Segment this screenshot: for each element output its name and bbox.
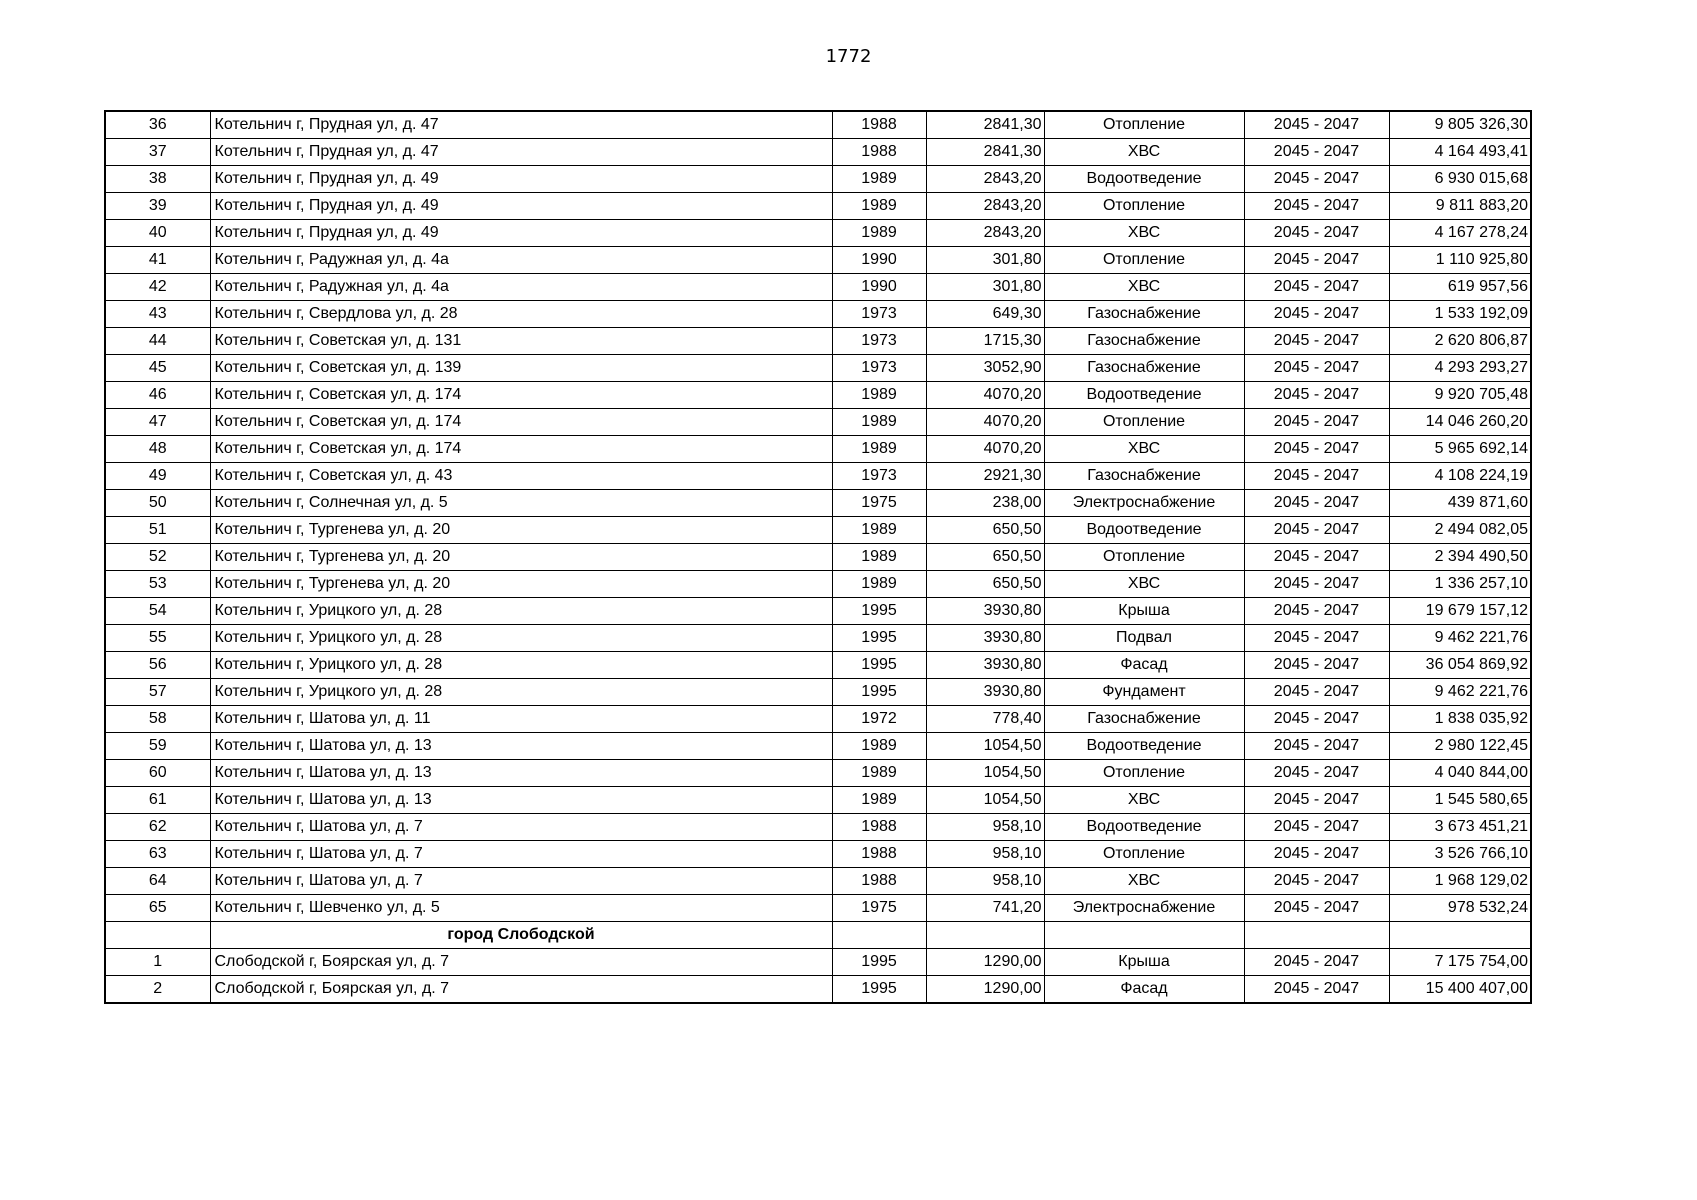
empty-cell xyxy=(926,922,1044,949)
work-type-cell: Газоснабжение xyxy=(1044,328,1244,355)
period-cell: 2045 - 2047 xyxy=(1244,760,1389,787)
row-number-cell: 38 xyxy=(105,166,210,193)
table-row xyxy=(105,544,1531,571)
table-row xyxy=(105,301,1531,328)
year-cell: 1989 xyxy=(832,544,926,571)
year-cell: 1995 xyxy=(832,625,926,652)
row-number-cell: 53 xyxy=(105,571,210,598)
cost-cell: 439 871,60 xyxy=(1389,490,1531,517)
area-cell: 741,20 xyxy=(926,895,1044,922)
year-cell: 1990 xyxy=(832,274,926,301)
period-cell: 2045 - 2047 xyxy=(1244,868,1389,895)
period-cell: 2045 - 2047 xyxy=(1244,490,1389,517)
work-type-cell: Водоотведение xyxy=(1044,814,1244,841)
row-number-cell: 60 xyxy=(105,760,210,787)
cost-cell: 2 980 122,45 xyxy=(1389,733,1531,760)
table-row xyxy=(105,814,1531,841)
row-number-cell: 51 xyxy=(105,517,210,544)
row-number-cell: 43 xyxy=(105,301,210,328)
area-cell: 301,80 xyxy=(926,274,1044,301)
year-cell: 1975 xyxy=(832,895,926,922)
period-cell: 2045 - 2047 xyxy=(1244,436,1389,463)
area-cell: 2843,20 xyxy=(926,193,1044,220)
area-cell: 2841,30 xyxy=(926,111,1044,139)
work-type-cell: Отопление xyxy=(1044,544,1244,571)
row-number-cell: 40 xyxy=(105,220,210,247)
section-title: город Слободской xyxy=(210,922,832,949)
period-cell: 2045 - 2047 xyxy=(1244,220,1389,247)
address-cell: Котельнич г, Прудная ул, д. 49 xyxy=(210,166,832,193)
cost-cell: 619 957,56 xyxy=(1389,274,1531,301)
cost-cell: 978 532,24 xyxy=(1389,895,1531,922)
address-cell: Котельнич г, Шатова ул, д. 13 xyxy=(210,787,832,814)
table-row xyxy=(105,760,1531,787)
address-cell: Котельнич г, Радужная ул, д. 4а xyxy=(210,247,832,274)
cost-cell: 19 679 157,12 xyxy=(1389,598,1531,625)
year-cell: 1990 xyxy=(832,247,926,274)
period-cell: 2045 - 2047 xyxy=(1244,193,1389,220)
work-type-cell: Водоотведение xyxy=(1044,166,1244,193)
year-cell: 1988 xyxy=(832,868,926,895)
period-cell: 2045 - 2047 xyxy=(1244,139,1389,166)
address-cell: Котельнич г, Шатова ул, д. 13 xyxy=(210,733,832,760)
cost-cell: 2 394 490,50 xyxy=(1389,544,1531,571)
work-type-cell: Водоотведение xyxy=(1044,382,1244,409)
period-cell: 2045 - 2047 xyxy=(1244,409,1389,436)
period-cell: 2045 - 2047 xyxy=(1244,463,1389,490)
cost-cell: 4 108 224,19 xyxy=(1389,463,1531,490)
period-cell: 2045 - 2047 xyxy=(1244,247,1389,274)
cost-cell: 36 054 869,92 xyxy=(1389,652,1531,679)
row-number-cell: 58 xyxy=(105,706,210,733)
address-cell: Котельнич г, Урицкого ул, д. 28 xyxy=(210,625,832,652)
table-row xyxy=(105,652,1531,679)
work-type-cell: ХВС xyxy=(1044,436,1244,463)
cost-cell: 15 400 407,00 xyxy=(1389,976,1531,1004)
year-cell: 1989 xyxy=(832,409,926,436)
page-number: 1772 xyxy=(825,46,872,67)
period-cell: 2045 - 2047 xyxy=(1244,679,1389,706)
row-number-cell: 48 xyxy=(105,436,210,463)
address-cell: Котельнич г, Советская ул, д. 43 xyxy=(210,463,832,490)
address-cell: Котельнич г, Шатова ул, д. 13 xyxy=(210,760,832,787)
cost-cell: 1 533 192,09 xyxy=(1389,301,1531,328)
area-cell: 1290,00 xyxy=(926,949,1044,976)
row-number-cell: 55 xyxy=(105,625,210,652)
year-cell: 1988 xyxy=(832,139,926,166)
table-row xyxy=(105,382,1531,409)
period-cell: 2045 - 2047 xyxy=(1244,111,1389,139)
work-type-cell: ХВС xyxy=(1044,220,1244,247)
period-cell: 2045 - 2047 xyxy=(1244,598,1389,625)
table-row xyxy=(105,895,1531,922)
work-type-cell: Крыша xyxy=(1044,598,1244,625)
period-cell: 2045 - 2047 xyxy=(1244,328,1389,355)
address-cell: Котельнич г, Тургенева ул, д. 20 xyxy=(210,544,832,571)
work-type-cell: Электроснабжение xyxy=(1044,895,1244,922)
area-cell: 958,10 xyxy=(926,868,1044,895)
table-row xyxy=(105,490,1531,517)
area-cell: 4070,20 xyxy=(926,409,1044,436)
period-cell: 2045 - 2047 xyxy=(1244,976,1389,1004)
area-cell: 650,50 xyxy=(926,571,1044,598)
area-cell: 238,00 xyxy=(926,490,1044,517)
area-cell: 649,30 xyxy=(926,301,1044,328)
area-cell: 4070,20 xyxy=(926,382,1044,409)
period-cell: 2045 - 2047 xyxy=(1244,706,1389,733)
period-cell: 2045 - 2047 xyxy=(1244,571,1389,598)
area-cell: 958,10 xyxy=(926,814,1044,841)
period-cell: 2045 - 2047 xyxy=(1244,787,1389,814)
year-cell: 1989 xyxy=(832,760,926,787)
table-row xyxy=(105,949,1531,976)
work-type-cell: Фасад xyxy=(1044,652,1244,679)
cost-cell: 1 336 257,10 xyxy=(1389,571,1531,598)
area-cell: 1054,50 xyxy=(926,733,1044,760)
area-cell: 1290,00 xyxy=(926,976,1044,1004)
year-cell: 1989 xyxy=(832,517,926,544)
work-type-cell: Водоотведение xyxy=(1044,517,1244,544)
capital-repair-table xyxy=(104,110,1532,1004)
cost-cell: 1 968 129,02 xyxy=(1389,868,1531,895)
work-type-cell: ХВС xyxy=(1044,139,1244,166)
period-cell: 2045 - 2047 xyxy=(1244,355,1389,382)
period-cell: 2045 - 2047 xyxy=(1244,814,1389,841)
work-type-cell: Отопление xyxy=(1044,111,1244,139)
period-cell: 2045 - 2047 xyxy=(1244,895,1389,922)
table-row xyxy=(105,111,1531,139)
table-row xyxy=(105,787,1531,814)
address-cell: Котельнич г, Тургенева ул, д. 20 xyxy=(210,517,832,544)
work-type-cell: Отопление xyxy=(1044,409,1244,436)
year-cell: 1975 xyxy=(832,490,926,517)
cost-cell: 6 930 015,68 xyxy=(1389,166,1531,193)
work-type-cell: Газоснабжение xyxy=(1044,706,1244,733)
area-cell: 2921,30 xyxy=(926,463,1044,490)
address-cell: Котельнич г, Прудная ул, д. 47 xyxy=(210,139,832,166)
row-number-cell: 44 xyxy=(105,328,210,355)
work-type-cell: Газоснабжение xyxy=(1044,355,1244,382)
row-number-cell: 56 xyxy=(105,652,210,679)
table-row xyxy=(105,436,1531,463)
period-cell: 2045 - 2047 xyxy=(1244,301,1389,328)
table-row xyxy=(105,706,1531,733)
work-type-cell: Газоснабжение xyxy=(1044,463,1244,490)
row-number-cell: 36 xyxy=(105,111,210,139)
year-cell: 1989 xyxy=(832,787,926,814)
address-cell: Котельнич г, Прудная ул, д. 49 xyxy=(210,220,832,247)
row-number-cell: 45 xyxy=(105,355,210,382)
address-cell: Котельнич г, Тургенева ул, д. 20 xyxy=(210,571,832,598)
work-type-cell: Отопление xyxy=(1044,760,1244,787)
period-cell: 2045 - 2047 xyxy=(1244,382,1389,409)
area-cell: 2843,20 xyxy=(926,220,1044,247)
empty-cell xyxy=(1244,922,1389,949)
cost-cell: 1 545 580,65 xyxy=(1389,787,1531,814)
row-number-cell: 1 xyxy=(105,949,210,976)
address-cell: Котельнич г, Свердлова ул, д. 28 xyxy=(210,301,832,328)
period-cell: 2045 - 2047 xyxy=(1244,274,1389,301)
row-number-cell: 47 xyxy=(105,409,210,436)
year-cell: 1989 xyxy=(832,733,926,760)
year-cell: 1973 xyxy=(832,328,926,355)
period-cell: 2045 - 2047 xyxy=(1244,949,1389,976)
period-cell: 2045 - 2047 xyxy=(1244,652,1389,679)
cost-cell: 1 838 035,92 xyxy=(1389,706,1531,733)
cost-cell: 9 805 326,30 xyxy=(1389,111,1531,139)
cost-cell: 7 175 754,00 xyxy=(1389,949,1531,976)
area-cell: 3930,80 xyxy=(926,652,1044,679)
table-row xyxy=(105,868,1531,895)
work-type-cell: ХВС xyxy=(1044,571,1244,598)
section-header-row xyxy=(105,922,1531,949)
address-cell: Котельнич г, Шатова ул, д. 11 xyxy=(210,706,832,733)
year-cell: 1989 xyxy=(832,382,926,409)
period-cell: 2045 - 2047 xyxy=(1244,517,1389,544)
cost-cell: 4 167 278,24 xyxy=(1389,220,1531,247)
address-cell: Котельнич г, Советская ул, д. 174 xyxy=(210,382,832,409)
cost-cell: 4 040 844,00 xyxy=(1389,760,1531,787)
table-row xyxy=(105,193,1531,220)
empty-cell xyxy=(1044,922,1244,949)
table-row xyxy=(105,139,1531,166)
area-cell: 4070,20 xyxy=(926,436,1044,463)
table-row xyxy=(105,220,1531,247)
cost-cell: 3 526 766,10 xyxy=(1389,841,1531,868)
work-type-cell: ХВС xyxy=(1044,274,1244,301)
work-type-cell: Крыша xyxy=(1044,949,1244,976)
year-cell: 1995 xyxy=(832,679,926,706)
table-row xyxy=(105,517,1531,544)
year-cell: 1973 xyxy=(832,301,926,328)
row-number-cell: 57 xyxy=(105,679,210,706)
year-cell: 1995 xyxy=(832,949,926,976)
area-cell: 301,80 xyxy=(926,247,1044,274)
work-type-cell: Электроснабжение xyxy=(1044,490,1244,517)
year-cell: 1995 xyxy=(832,598,926,625)
row-number-cell: 46 xyxy=(105,382,210,409)
area-cell: 778,40 xyxy=(926,706,1044,733)
period-cell: 2045 - 2047 xyxy=(1244,166,1389,193)
address-cell: Котельнич г, Шатова ул, д. 7 xyxy=(210,841,832,868)
cost-cell: 5 965 692,14 xyxy=(1389,436,1531,463)
address-cell: Котельнич г, Урицкого ул, д. 28 xyxy=(210,598,832,625)
area-cell: 3930,80 xyxy=(926,598,1044,625)
table-row xyxy=(105,733,1531,760)
cost-cell: 9 811 883,20 xyxy=(1389,193,1531,220)
table-row xyxy=(105,571,1531,598)
area-cell: 1054,50 xyxy=(926,787,1044,814)
year-cell: 1989 xyxy=(832,166,926,193)
row-number-cell: 49 xyxy=(105,463,210,490)
address-cell: Котельнич г, Шатова ул, д. 7 xyxy=(210,868,832,895)
cost-cell: 2 620 806,87 xyxy=(1389,328,1531,355)
work-type-cell: Водоотведение xyxy=(1044,733,1244,760)
area-cell: 3052,90 xyxy=(926,355,1044,382)
period-cell: 2045 - 2047 xyxy=(1244,841,1389,868)
table-row xyxy=(105,355,1531,382)
table-row xyxy=(105,409,1531,436)
work-type-cell: Отопление xyxy=(1044,841,1244,868)
area-cell: 1054,50 xyxy=(926,760,1044,787)
address-cell: Котельнич г, Солнечная ул, д. 5 xyxy=(210,490,832,517)
year-cell: 1973 xyxy=(832,463,926,490)
row-number-cell: 39 xyxy=(105,193,210,220)
cost-cell: 9 462 221,76 xyxy=(1389,679,1531,706)
table-row xyxy=(105,679,1531,706)
address-cell: Котельнич г, Прудная ул, д. 49 xyxy=(210,193,832,220)
work-type-cell: ХВС xyxy=(1044,868,1244,895)
year-cell: 1972 xyxy=(832,706,926,733)
address-cell: Котельнич г, Шевченко ул, д. 5 xyxy=(210,895,832,922)
cost-cell: 4 293 293,27 xyxy=(1389,355,1531,382)
cost-cell: 14 046 260,20 xyxy=(1389,409,1531,436)
work-type-cell: Фасад xyxy=(1044,976,1244,1004)
address-cell: Котельнич г, Советская ул, д. 139 xyxy=(210,355,832,382)
address-cell: Котельнич г, Радужная ул, д. 4а xyxy=(210,274,832,301)
row-number-cell: 59 xyxy=(105,733,210,760)
area-cell: 2841,30 xyxy=(926,139,1044,166)
table-row xyxy=(105,598,1531,625)
row-number-cell: 65 xyxy=(105,895,210,922)
period-cell: 2045 - 2047 xyxy=(1244,733,1389,760)
table-row xyxy=(105,328,1531,355)
area-cell: 1715,30 xyxy=(926,328,1044,355)
area-cell: 650,50 xyxy=(926,544,1044,571)
area-cell: 2843,20 xyxy=(926,166,1044,193)
empty-cell xyxy=(832,922,926,949)
address-cell: Котельнич г, Прудная ул, д. 47 xyxy=(210,111,832,139)
section-index xyxy=(105,922,210,949)
table-row xyxy=(105,463,1531,490)
year-cell: 1989 xyxy=(832,436,926,463)
row-number-cell: 42 xyxy=(105,274,210,301)
table-row xyxy=(105,625,1531,652)
year-cell: 1988 xyxy=(832,111,926,139)
row-number-cell: 64 xyxy=(105,868,210,895)
address-cell: Котельнич г, Урицкого ул, д. 28 xyxy=(210,652,832,679)
row-number-cell: 62 xyxy=(105,814,210,841)
cost-cell: 3 673 451,21 xyxy=(1389,814,1531,841)
period-cell: 2045 - 2047 xyxy=(1244,544,1389,571)
work-type-cell: Отопление xyxy=(1044,193,1244,220)
area-cell: 958,10 xyxy=(926,841,1044,868)
table-row xyxy=(105,166,1531,193)
work-type-cell: Фундамент xyxy=(1044,679,1244,706)
cost-cell: 2 494 082,05 xyxy=(1389,517,1531,544)
address-cell: Слободской г, Боярская ул, д. 7 xyxy=(210,949,832,976)
cost-cell: 9 462 221,76 xyxy=(1389,625,1531,652)
row-number-cell: 41 xyxy=(105,247,210,274)
row-number-cell: 37 xyxy=(105,139,210,166)
work-type-cell: Отопление xyxy=(1044,247,1244,274)
work-type-cell: Подвал xyxy=(1044,625,1244,652)
row-number-cell: 52 xyxy=(105,544,210,571)
table-row xyxy=(105,841,1531,868)
row-number-cell: 61 xyxy=(105,787,210,814)
work-type-cell: ХВС xyxy=(1044,787,1244,814)
row-number-cell: 54 xyxy=(105,598,210,625)
year-cell: 1995 xyxy=(832,976,926,1004)
cost-cell: 1 110 925,80 xyxy=(1389,247,1531,274)
address-cell: Котельнич г, Советская ул, д. 131 xyxy=(210,328,832,355)
year-cell: 1995 xyxy=(832,652,926,679)
row-number-cell: 63 xyxy=(105,841,210,868)
row-number-cell: 50 xyxy=(105,490,210,517)
area-cell: 3930,80 xyxy=(926,679,1044,706)
year-cell: 1989 xyxy=(832,193,926,220)
period-cell: 2045 - 2047 xyxy=(1244,625,1389,652)
address-cell: Котельнич г, Урицкого ул, д. 28 xyxy=(210,679,832,706)
work-type-cell: Газоснабжение xyxy=(1044,301,1244,328)
address-cell: Слободской г, Боярская ул, д. 7 xyxy=(210,976,832,1004)
year-cell: 1973 xyxy=(832,355,926,382)
year-cell: 1989 xyxy=(832,220,926,247)
cost-cell: 4 164 493,41 xyxy=(1389,139,1531,166)
year-cell: 1989 xyxy=(832,571,926,598)
year-cell: 1988 xyxy=(832,814,926,841)
row-number-cell: 2 xyxy=(105,976,210,1004)
table-row xyxy=(105,247,1531,274)
year-cell: 1988 xyxy=(832,841,926,868)
empty-cell xyxy=(1389,922,1531,949)
area-cell: 650,50 xyxy=(926,517,1044,544)
address-cell: Котельнич г, Советская ул, д. 174 xyxy=(210,409,832,436)
table-row xyxy=(105,274,1531,301)
area-cell: 3930,80 xyxy=(926,625,1044,652)
table-row xyxy=(105,976,1531,1004)
cost-cell: 9 920 705,48 xyxy=(1389,382,1531,409)
address-cell: Котельнич г, Советская ул, д. 174 xyxy=(210,436,832,463)
address-cell: Котельнич г, Шатова ул, д. 7 xyxy=(210,814,832,841)
